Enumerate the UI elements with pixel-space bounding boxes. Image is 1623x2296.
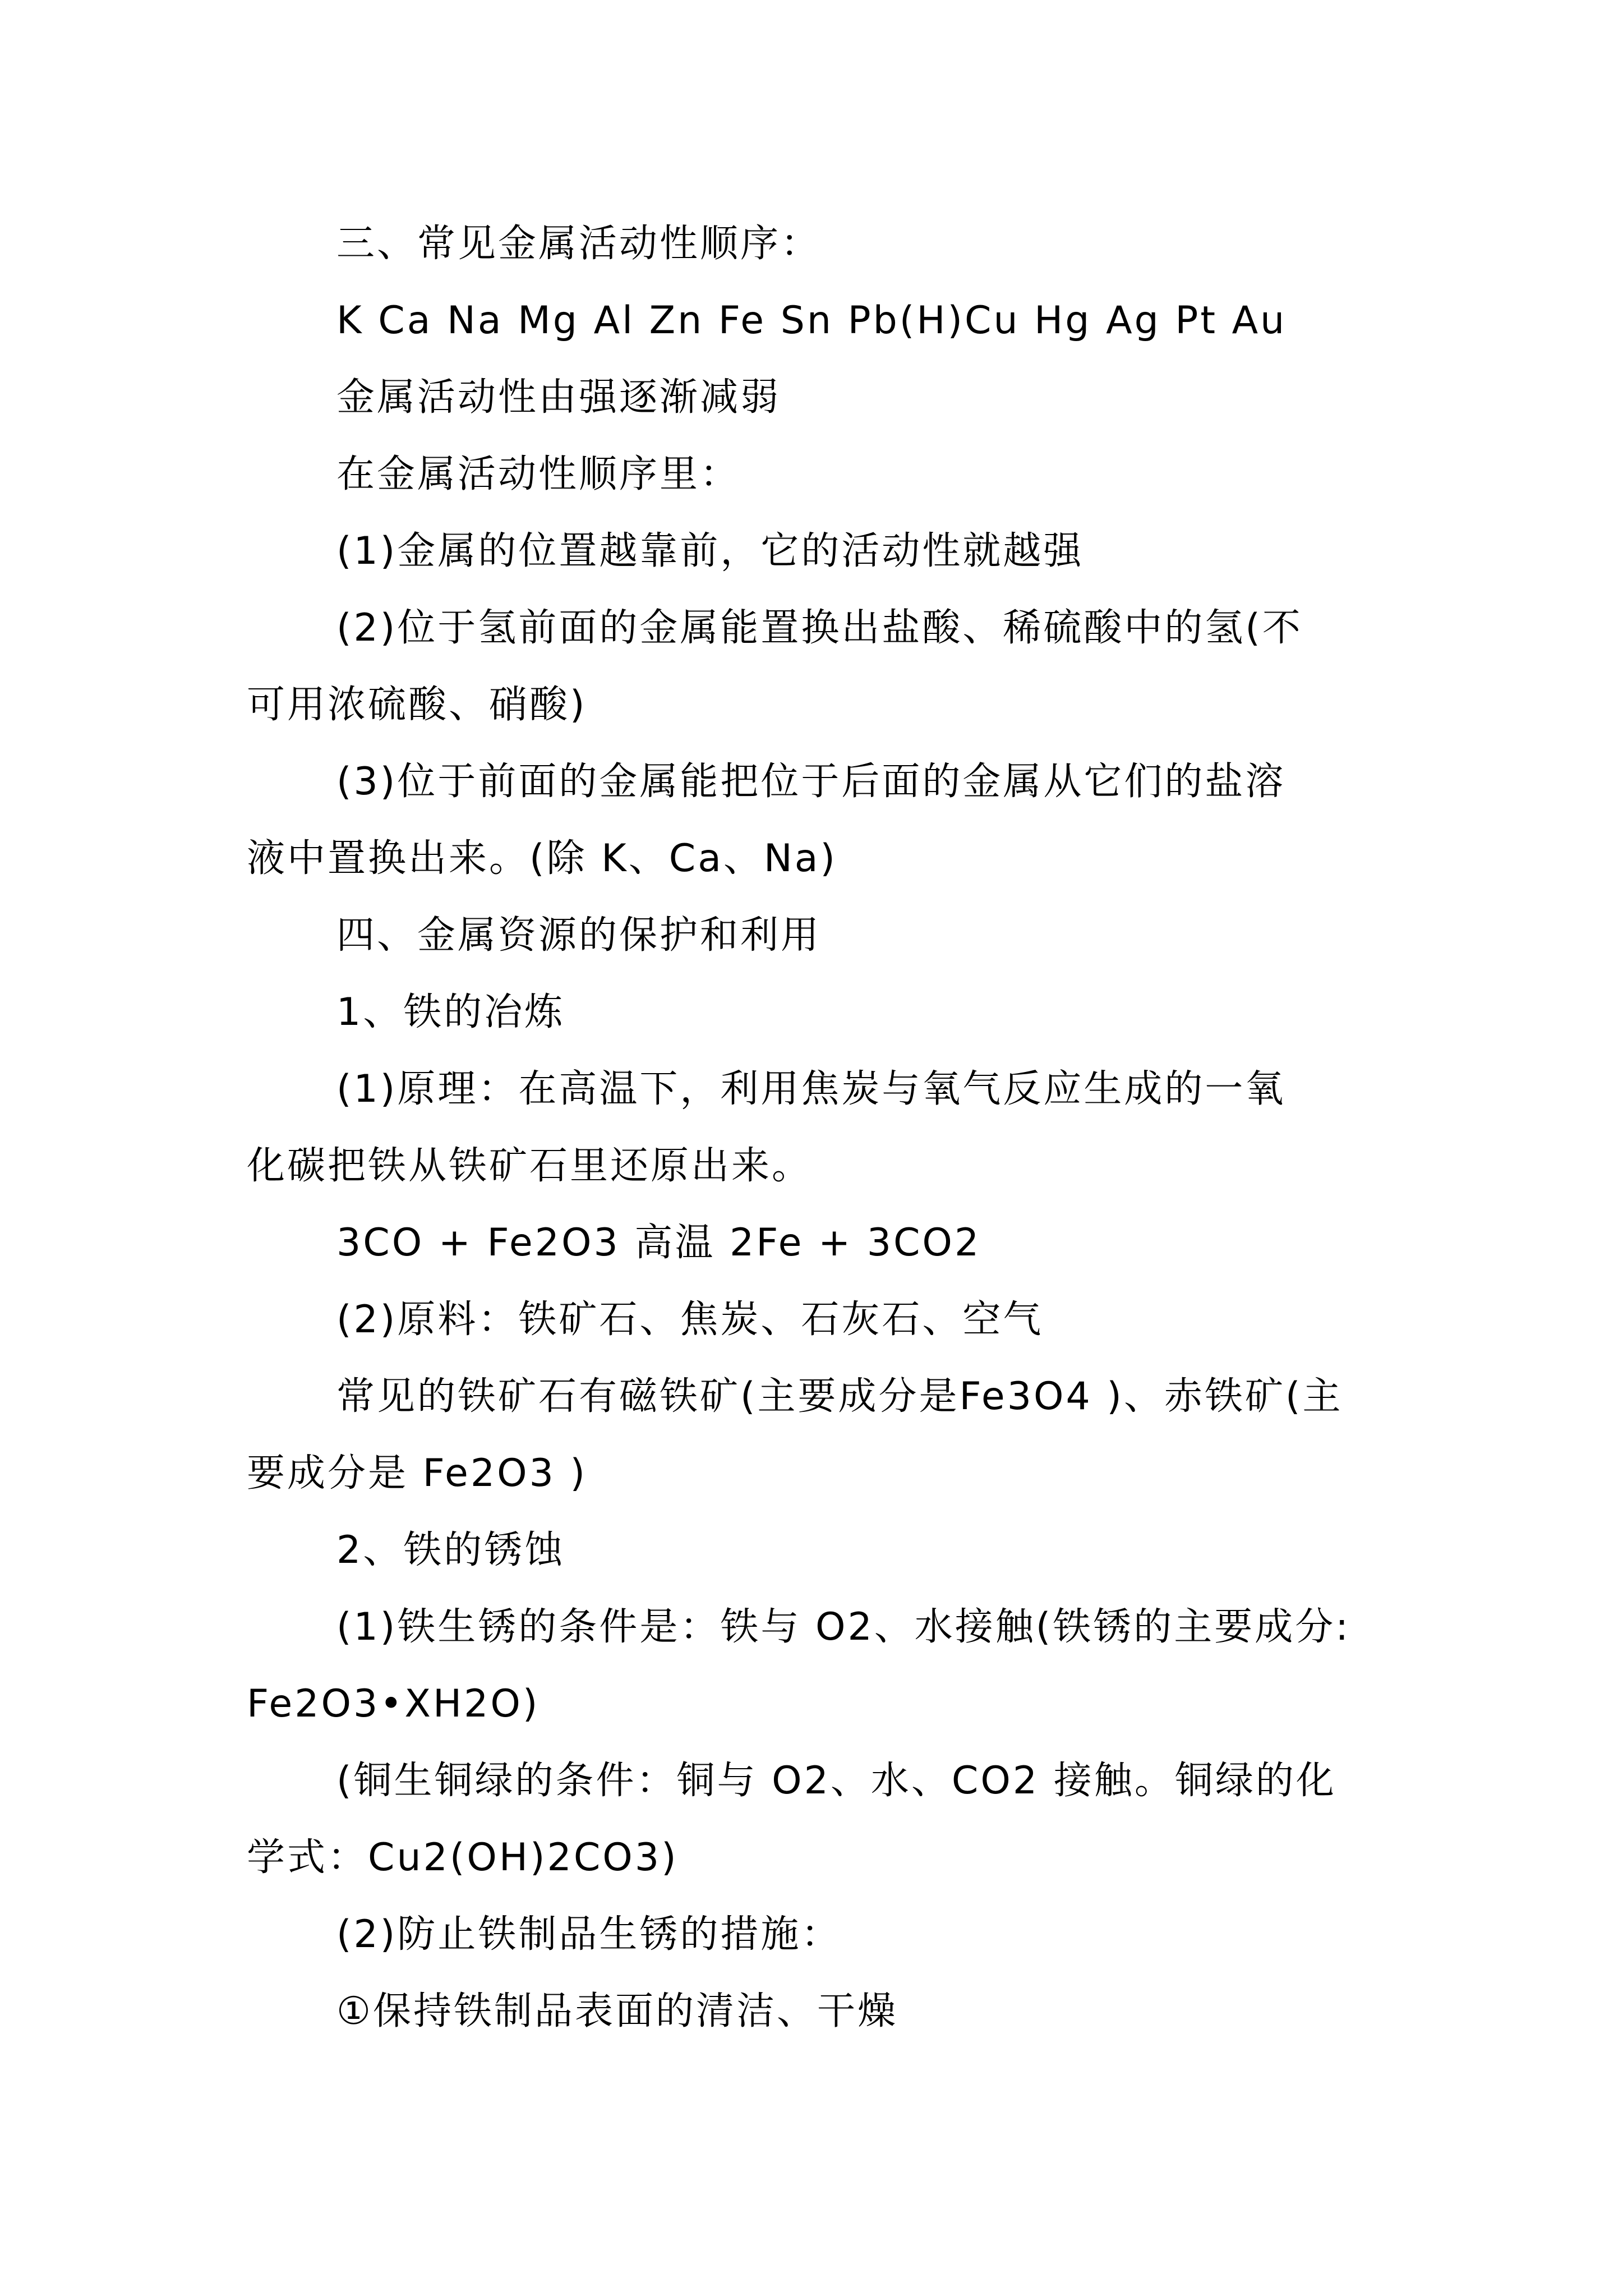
section-heading-metal-resources: 四、金属资源的保护和利用 xyxy=(336,913,822,958)
iron-ore-line: 常见的铁矿石有磁铁矿(主要成分是Fe3O4 )、赤铁矿(主 xyxy=(336,1374,1343,1419)
text-line: 金属活动性由强逐渐减弱 xyxy=(336,375,781,420)
list-item-3-continued: 液中置换出来。(除 K、Ca、Na) xyxy=(247,836,837,881)
equation-line: 3CO + Fe2O3 高温 2Fe + 3CO2 xyxy=(336,1221,981,1265)
rust-conditions-line: (1)铁生锈的条件是：铁与 O2、水接触(铁锈的主要成分: xyxy=(336,1605,1351,1649)
principle-line: (1)原理：在高温下，利用焦炭与氧气反应生成的一氧 xyxy=(336,1067,1286,1111)
copper-patina-line: (铜生铜绿的条件：铜与 O2、水、CO2 接触。铜绿的化 xyxy=(336,1759,1336,1803)
subheading-iron-rusting: 2、铁的锈蚀 xyxy=(336,1528,565,1572)
rust-conditions-line-continued: Fe2O3•XH2O) xyxy=(247,1682,540,1726)
section-heading-metal-activity: 三、常见金属活动性顺序： xyxy=(336,222,822,266)
list-item-1: (1)金属的位置越靠前，它的活动性就越强 xyxy=(336,529,1084,573)
list-item-2: (2)位于氢前面的金属能置换出盐酸、稀硫酸中的氢(不 xyxy=(336,606,1303,650)
prevention-item-1: ①保持铁制品表面的清洁、干燥 xyxy=(336,1989,898,2033)
raw-materials-line: (2)原料：铁矿石、焦炭、石灰石、空气 xyxy=(336,1297,1044,1342)
subheading-iron-smelting: 1、铁的冶炼 xyxy=(336,990,565,1034)
list-item-2-continued: 可用浓硫酸、硝酸) xyxy=(247,683,587,727)
activity-series-line: K Ca Na Mg Al Zn Fe Sn Pb(H)Cu Hg Ag Pt Au xyxy=(336,298,1287,343)
text-line: 在金属活动性顺序里： xyxy=(336,452,741,496)
iron-ore-line-continued: 要成分是 Fe2O3 ) xyxy=(247,1451,588,1496)
principle-line-continued: 化碳把铁从铁矿石里还原出来。 xyxy=(247,1144,813,1188)
prevention-heading-line: (2)防止铁制品生锈的措施： xyxy=(336,1912,842,1957)
copper-patina-line-continued: 学式：Cu2(OH)2CO3) xyxy=(247,1835,679,1880)
list-item-3: (3)位于前面的金属能把位于后面的金属从它们的盐溶 xyxy=(336,760,1286,804)
